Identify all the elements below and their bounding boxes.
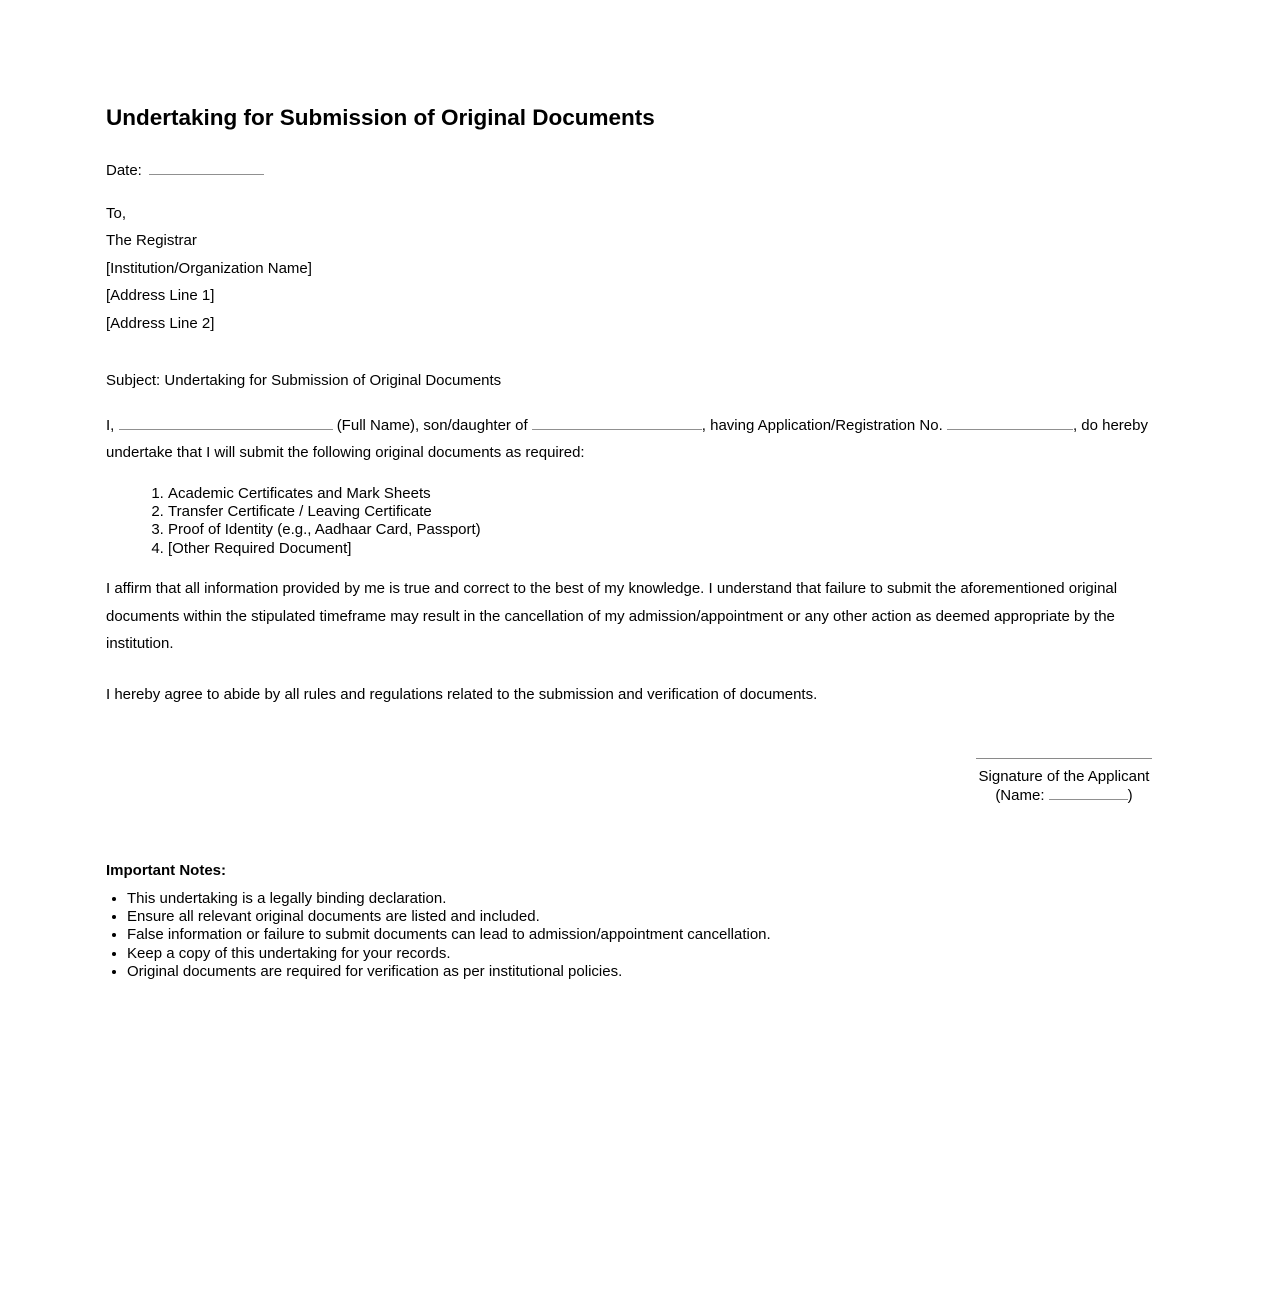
list-item: 2. Transfer Certificate / Leaving Certificate <box>168 503 1152 521</box>
parent-name-blank-line <box>532 418 702 430</box>
declaration-paragraph <box>106 412 1152 467</box>
declaration-part-2: (Full Name), son/daughter of <box>336 416 528 434</box>
note-item: • This undertaking is a legally binding declaration. <box>127 890 1152 908</box>
note-item: • Ensure all relevant original documents are listed and included. <box>127 908 1152 926</box>
recipient-address-2: [Address Line 2] <box>106 314 215 332</box>
note-item: • False information or failure to submit documents can lead to admission/appointment cancellation. <box>127 926 1152 944</box>
note-item: • Keep a copy of this undertaking for your records. <box>127 945 1152 963</box>
subject-line: Subject: Undertaking for Submission of Original Documents <box>106 372 502 389</box>
recipient-salutation: To, <box>106 204 127 222</box>
list-item: 3. Proof of Identity (e.g., Aadhaar Card, Passport) <box>168 521 1152 539</box>
affirmation-paragraph: I affirm that all information provided by me is true and correct to the best of my knowledge. I understand that failure to submit the aforementioned original documents within the stipulated timeframe may result in the cancellation of my admission/appointment or any other action as deemed appropriate by the institution. <box>106 580 1118 653</box>
date-label: Date: <box>106 162 142 179</box>
signature-name-suffix: ) <box>1127 786 1133 804</box>
recipient-organization: [Institution/Organization Name] <box>106 259 312 277</box>
page-title: Undertaking for Submission of Original Documents <box>106 105 655 130</box>
date-blank-line <box>149 163 264 175</box>
date-line <box>106 157 1152 185</box>
signature-name-prefix: (Name: <box>995 786 1045 804</box>
full-name-blank-line <box>119 418 333 430</box>
list-item: 1. Academic Certificates and Mark Sheets <box>168 485 1152 503</box>
declaration-part-1: I, <box>106 416 115 434</box>
declaration-part-3: , having Application/Registration No. <box>701 416 943 434</box>
agreement-paragraph: I hereby agree to abide by all rules and regulations related to the submission and verification of documents. <box>106 685 818 703</box>
important-notes-list <box>106 890 1152 982</box>
notes-heading: Important Notes: <box>106 862 226 880</box>
list-item: 4. [Other Required Document] <box>168 540 1152 558</box>
recipient-block <box>106 200 1152 338</box>
signature-line <box>976 758 1152 759</box>
signature-caption: Signature of the Applicant <box>978 768 1150 786</box>
recipient-address-1: [Address Line 1] <box>106 287 215 304</box>
declaration-part-4: , do hereby undertake that I will submit the following original documents as required: <box>106 416 1148 461</box>
signature-name-line <box>976 787 1152 806</box>
note-item: • Original documents are required for verification as per institutional policies. <box>127 963 1152 981</box>
registration-no-blank-line <box>947 418 1073 430</box>
signature-name-blank-line <box>1049 788 1128 800</box>
required-documents-list <box>106 485 1152 559</box>
recipient-title: The Registrar <box>106 232 197 249</box>
signature-block <box>976 758 1152 805</box>
